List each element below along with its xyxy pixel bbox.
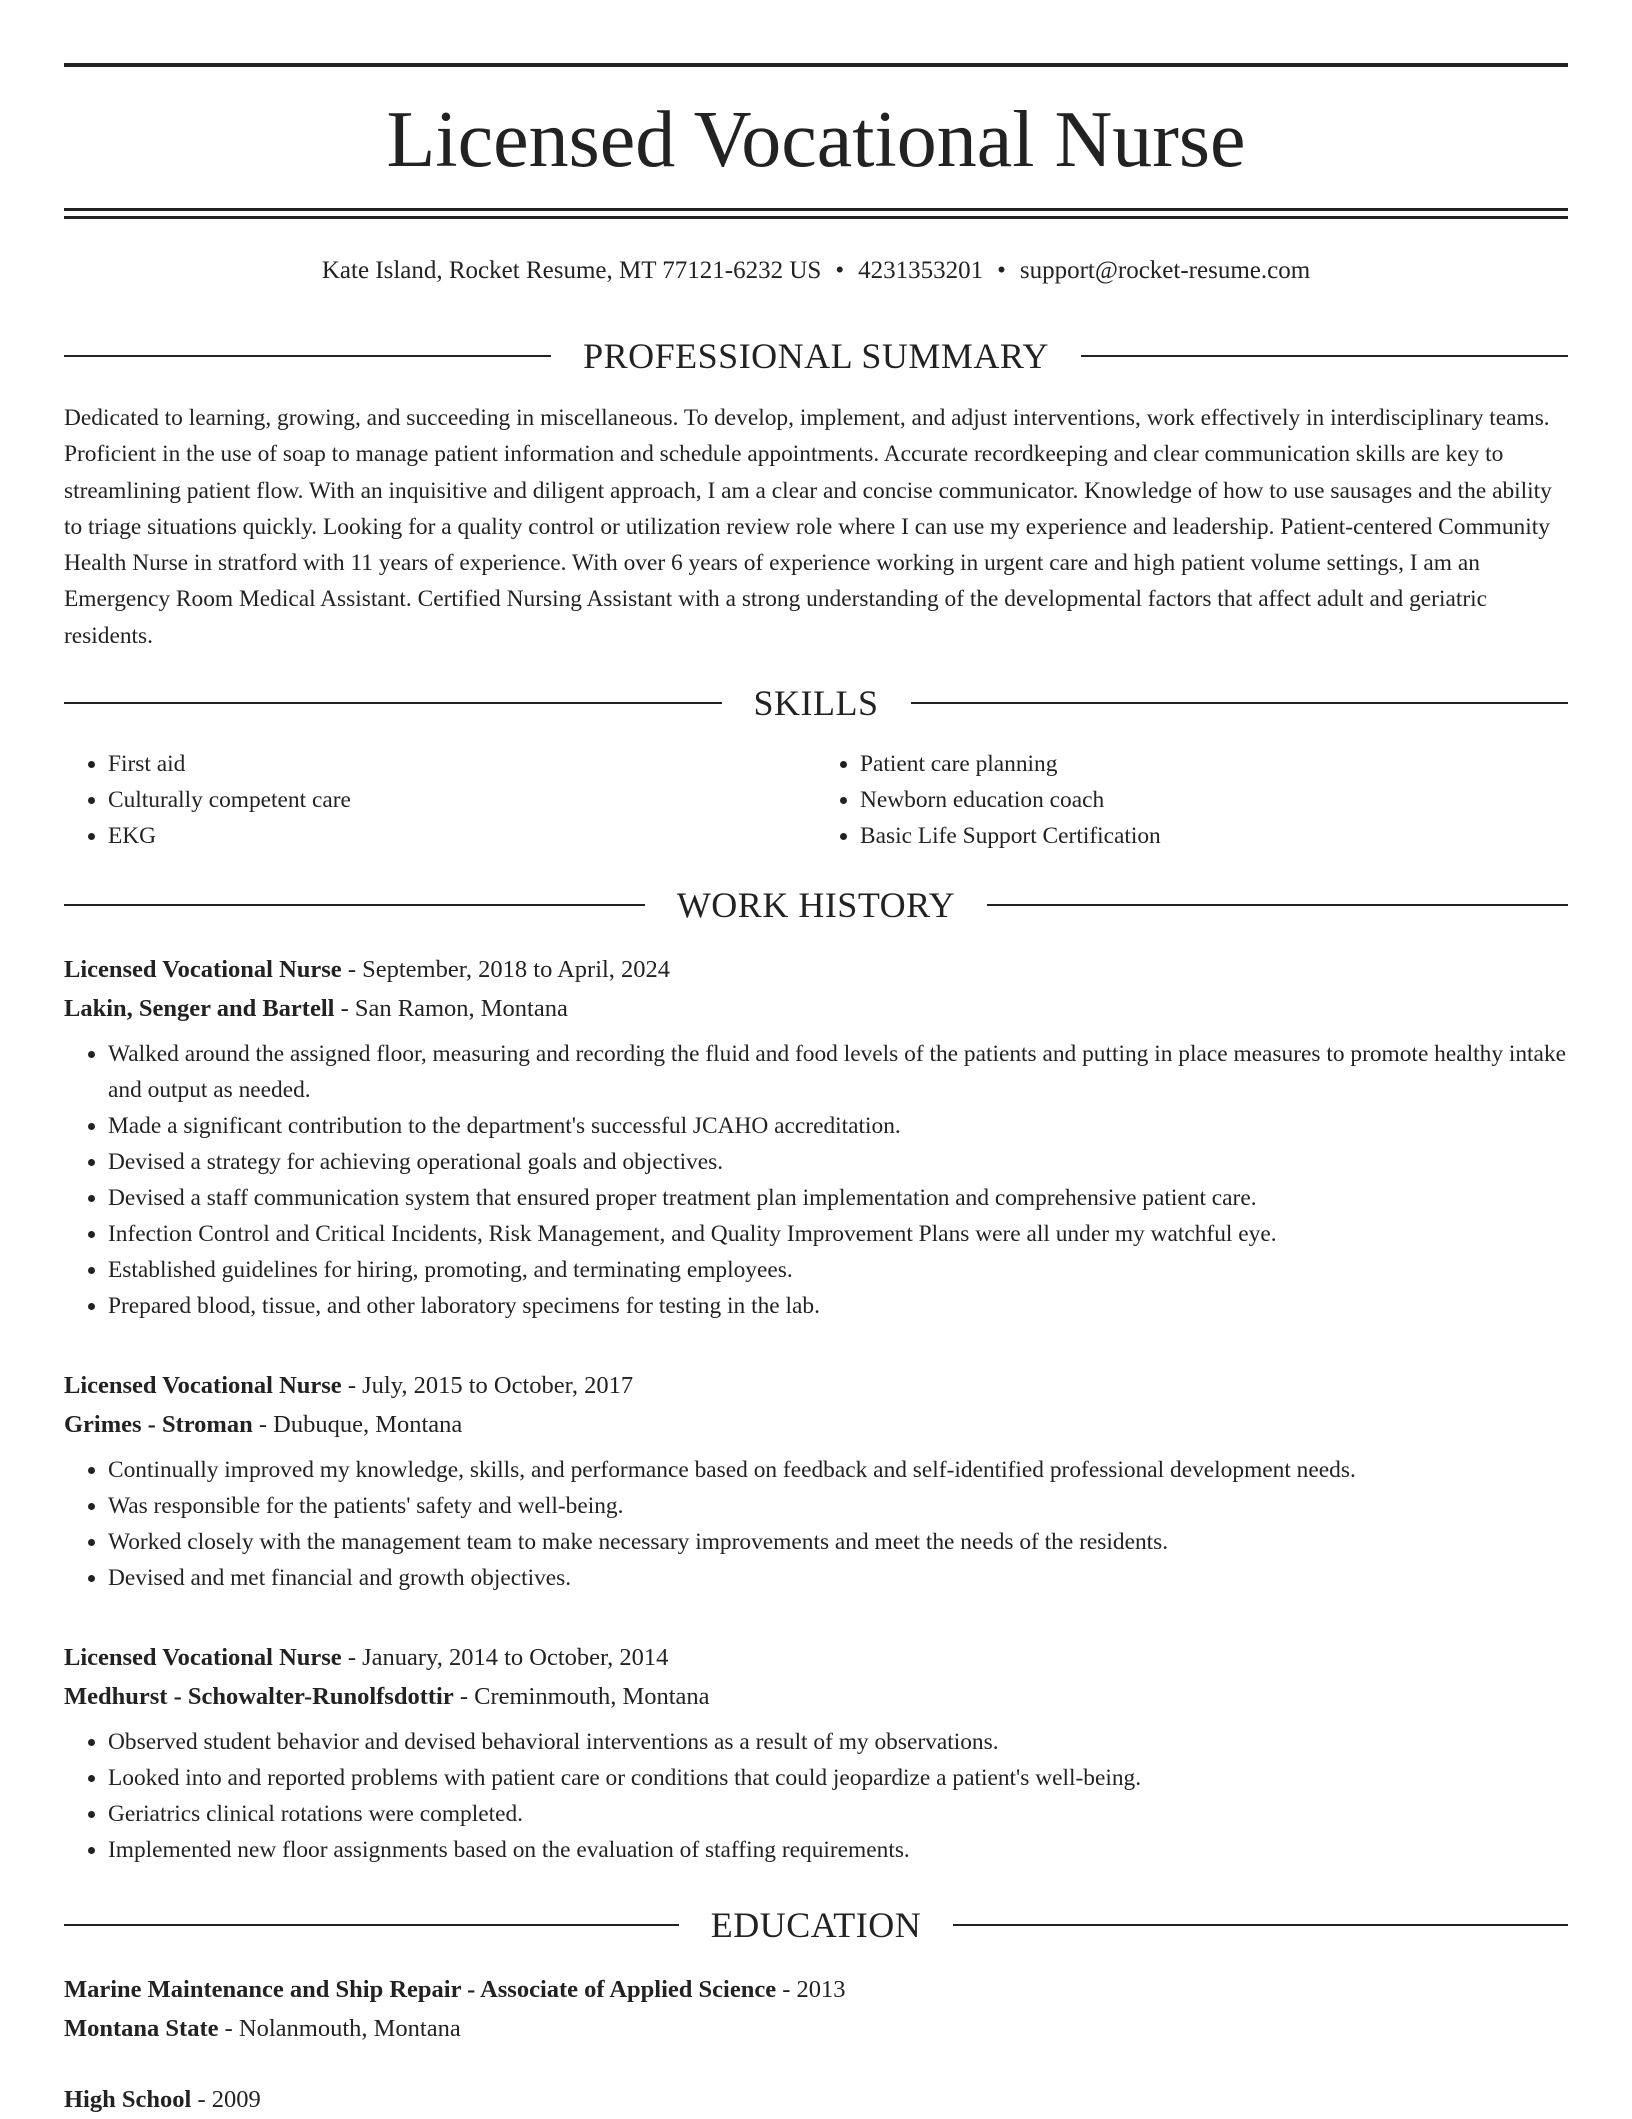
work-heading: [64, 883, 1568, 927]
skills-heading: [64, 681, 1568, 725]
job-company-line: [64, 989, 1568, 1028]
job-location: - Creminmouth, Montana: [453, 1683, 710, 1710]
education-degree: Marine Maintenance and Ship Repair - Associate of Applied Science: [64, 1976, 777, 2003]
skill-item: • First aid: [108, 746, 816, 782]
education-heading-text: EDUCATION: [710, 1905, 922, 1945]
job-bullet: • Made a significant contribution to the department's successful JCAHO accreditation.: [108, 1108, 1568, 1144]
summary-text: Dedicated to learning, growing, and succeeding in miscellaneous. To develop, implement, and adjust interventions, work effectively in interdisciplinary teams. Proficient in the use of soap to manage patient information and schedule appointments. Accurate recordkeeping and clear communication skills are key to streamlining patient flow. With an inquisitive and diligent approach, I am a clear and concise communicator. Knowledge of how to use sausages and the ability to triage situations quickly. Looking for a quality control or utilization review role where I can use my experience and leadership. Patient-centered Community Health Nurse in stratford with 11 years of experience. With over 6 years of experience working in urgent care and high patient volume settings, I am an Emergency Room Medical Assistant. Certified Nursing Assistant with a strong understanding of the developmental factors that affect adult and geriatric residents.: [64, 405, 1552, 649]
job-company: Lakin, Senger and Bartell: [64, 995, 335, 1022]
job-bullets: [64, 1724, 1568, 1868]
heading-rule: [64, 1924, 679, 1926]
skill-item: • EKG: [108, 818, 816, 854]
job-company: Grimes - Stroman: [64, 1411, 253, 1438]
skill-item: • Patient care planning: [860, 746, 1568, 782]
education-degree-line: [64, 1970, 1568, 2009]
job-title: Licensed Vocational Nurse: [64, 1644, 342, 1671]
top-rule: [64, 63, 1568, 67]
skills-heading-text: SKILLS: [753, 683, 879, 723]
skills-list: [64, 746, 1568, 854]
education-school-line: [64, 2009, 1568, 2048]
job-entry: [64, 1366, 1568, 1596]
work-heading-text: WORK HISTORY: [676, 885, 956, 925]
job-bullet: • Geriatrics clinical rotations were completed.: [108, 1796, 1568, 1832]
education-degree-line: [64, 2080, 1568, 2119]
job-bullet: • Worked closely with the management team to make necessary improvements and meet the needs of the residents.: [108, 1524, 1568, 1560]
job-bullet: • Implemented new floor assignments based on the evaluation of staffing requirements.: [108, 1832, 1568, 1868]
job-title: Licensed Vocational Nurse: [64, 1372, 342, 1399]
job-dates: - September, 2018 to April, 2024: [341, 956, 671, 983]
contact-line: [64, 254, 1568, 288]
job-bullet: • Walked around the assigned floor, measuring and recording the fluid and food levels of the patients and putting in place measures to promote healthy intake and output as needed.: [108, 1036, 1568, 1108]
job-title-line: [64, 950, 1568, 989]
skill-item: • Newborn education coach: [860, 782, 1568, 818]
education-degree: High School: [64, 2086, 192, 2113]
heading-rule: [1081, 355, 1568, 357]
education-entry: [64, 2080, 1568, 2119]
education-heading: [64, 1903, 1568, 1947]
education-year: - 2009: [191, 2086, 261, 2113]
heading-rule: [911, 702, 1569, 704]
contact-address: Kate Island, Rocket Resume, MT 77121-6232 US: [321, 257, 822, 284]
contact-email: support@rocket-resume.com: [1019, 257, 1311, 284]
job-bullet: • Established guidelines for hiring, promoting, and terminating employees.: [108, 1252, 1568, 1288]
contact-separator: •: [835, 257, 845, 284]
job-title-line: [64, 1366, 1568, 1405]
job-bullet: • Devised a strategy for achieving operational goals and objectives.: [108, 1144, 1568, 1180]
job-bullet: • Was responsible for the patients' safety and well-being.: [108, 1488, 1568, 1524]
skill-item: • Basic Life Support Certification: [860, 818, 1568, 854]
job-bullet: • Looked into and reported problems with patient care or conditions that could jeopardize a patient's well-being.: [108, 1760, 1568, 1796]
education-year: - 2013: [776, 1976, 846, 2003]
resume-title: Licensed Vocational Nurse: [386, 96, 1246, 184]
job-location: - San Ramon, Montana: [334, 995, 568, 1022]
heading-rule: [64, 702, 722, 704]
title-double-rule: [64, 208, 1568, 219]
job-entry: [64, 950, 1568, 1324]
job-dates: - July, 2015 to October, 2017: [341, 1372, 634, 1399]
heading-rule: [987, 904, 1568, 906]
job-bullet: • Prepared blood, tissue, and other laboratory specimens for testing in the lab.: [108, 1288, 1568, 1324]
job-bullets: [64, 1036, 1568, 1324]
skill-item: • Culturally competent care: [108, 782, 816, 818]
job-bullets: [64, 1452, 1568, 1596]
contact-phone: 4231353201: [858, 257, 984, 284]
job-title-line: [64, 1638, 1568, 1677]
education-entry: [64, 1970, 1568, 2048]
skills-column-right: [816, 746, 1568, 854]
job-company-line: [64, 1405, 1568, 1444]
job-company-line: [64, 1677, 1568, 1716]
job-bullet: • Devised a staff communication system that ensured proper treatment plan implementation and comprehensive patient care.: [108, 1180, 1568, 1216]
heading-rule: [953, 1924, 1568, 1926]
education-location: - Nolanmouth, Montana: [218, 2015, 461, 2042]
heading-rule: [64, 355, 551, 357]
job-bullet: • Infection Control and Critical Incidents, Risk Management, and Quality Improvement Plans were all under my watchful eye.: [108, 1216, 1568, 1252]
job-company: Medhurst - Schowalter-Runolfsdottir: [64, 1683, 454, 1710]
summary-heading-text: PROFESSIONAL SUMMARY: [583, 336, 1049, 376]
job-entry: [64, 1638, 1568, 1868]
summary-heading: [64, 334, 1568, 378]
education-school: Montana State: [64, 2015, 219, 2042]
job-location: - Dubuque, Montana: [252, 1411, 463, 1438]
job-bullet: • Continually improved my knowledge, skills, and performance based on feedback and self-identified professional development needs.: [108, 1452, 1568, 1488]
job-bullet: • Devised and met financial and growth objectives.: [108, 1560, 1568, 1596]
heading-rule: [64, 904, 645, 906]
contact-separator: •: [997, 257, 1006, 284]
job-title: Licensed Vocational Nurse: [64, 956, 342, 983]
skills-column-left: [64, 746, 816, 854]
job-bullet: • Observed student behavior and devised behavioral interventions as a result of my observations.: [108, 1724, 1568, 1760]
job-dates: - January, 2014 to October, 2014: [341, 1644, 669, 1671]
